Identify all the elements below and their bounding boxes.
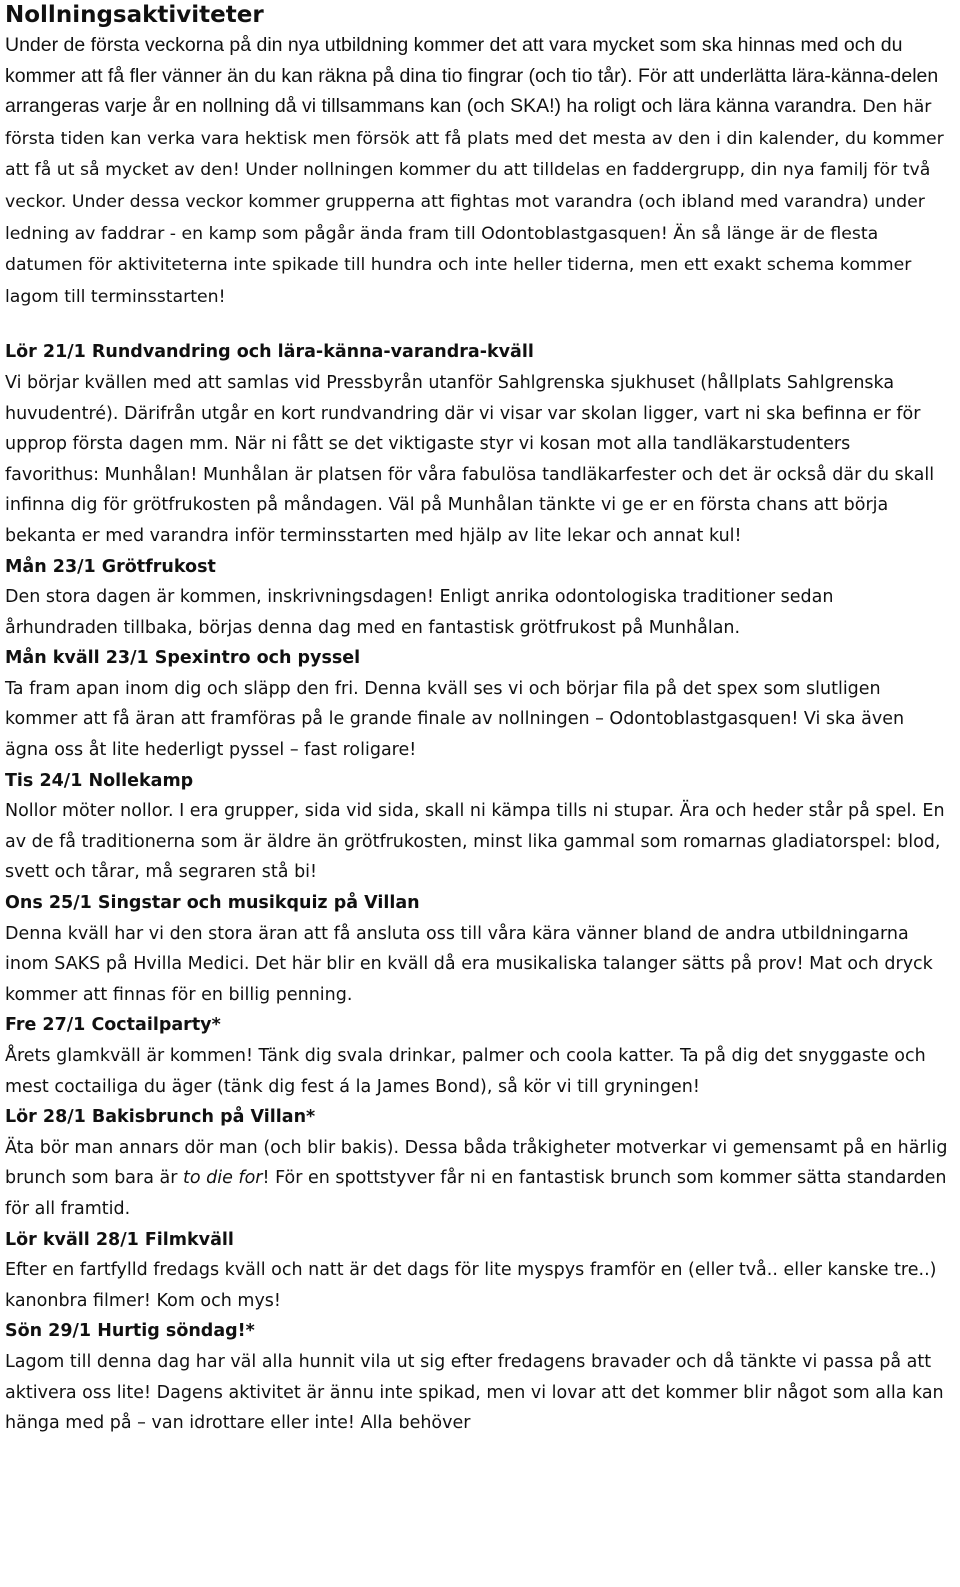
activity-description: Nollor möter nollor. I era grupper, sida vid sida, skall ni kämpa tills ni stupar. Ära och heder står på spel. En av de få traditionerna som är äldre än grötfrukosten, minst lika gammal som romarnas gladiatorspel: blod, svett och tårar, må segraren stå bi! xyxy=(5,801,945,883)
page-title: Nollningsaktiviteter xyxy=(5,2,264,28)
activity-heading: Mån 23/1 Grötfrukost xyxy=(5,556,216,577)
activity-description: Denna kväll har vi den stora äran att få ansluta oss till våra kära vänner bland de andra utbildningarna inom SAKS på Hvilla Medici. Det här blir en kväll då era musikaliska talanger sätts på prov! Mat och dryck kommer att finnas för en billig penning. xyxy=(5,923,933,1005)
intro-text-part1: Under de första veckorna på din nya utbildning kommer det att vara mycket som ska hinnas med och du kommer att få fler vänner än du kan räkna på dina tio fingrar (och tio tår). För att underlätta lära-känna-delen arrangeras varje år en nollning då vi tillsammans kan (och SKA!) ha roligt och lära känna varandra. xyxy=(5,34,939,118)
activity-text-after: ! För en spottstyver får ni en fantastisk brunch som kommer sätta standarden för all framtid. xyxy=(5,1168,947,1219)
activity-section xyxy=(5,1316,948,1438)
activity-heading: Tis 24/1 Nollekamp xyxy=(5,770,194,791)
activity-heading: Lör kväll 28/1 Filmkväll xyxy=(5,1229,234,1250)
activity-text-before: Äta bör man annars dör man (och blir bakis). Dessa båda tråkigheter motverkar vi gemensamt på en härlig brunch som bara är xyxy=(5,1137,948,1189)
activity-section xyxy=(5,1102,948,1224)
activity-description: Lagom till denna dag har väl alla hunnit vila ut sig efter fredagens bravader och då tänkte vi passa på att aktivera oss lite! Dagens aktivitet är ännu inte spikad, men vi lovar att det kommer blir något som alla kan hänga med på – van idrottare eller inte! Alla behöver xyxy=(5,1351,944,1434)
activity-section xyxy=(5,888,948,1010)
activity-heading: Ons 25/1 Singstar och musikquiz på Villan xyxy=(5,893,420,914)
activity-section xyxy=(5,337,948,551)
activity-section xyxy=(5,552,948,644)
activity-description: Den stora dagen är kommen, inskrivningsdagen! Enligt anrika odontologiska traditioner sedan århundraden tillbaka, börjas denna dag med en fantastisk grötfrukost på Munhålan. xyxy=(5,587,834,638)
activity-heading: Lör 28/1 Bakisbrunch på Villan* xyxy=(5,1107,316,1128)
activity-section xyxy=(5,766,948,888)
activity-heading: Sön 29/1 Hurtig söndag!* xyxy=(5,1321,255,1342)
activity-section xyxy=(5,1225,948,1317)
activity-description: Vi börjar kvällen med att samlas vid Pressbyrån utanför Sahlgrenska sjukhuset (hållplats Sahlgrenska huvudentré). Därifrån utgår en kort rundvandring där vi visar var skolan ligger, vart ni ska befinna er för upprop första dagen mm. När ni fått se det viktigaste styr vi kosan mot alla tandläkarstudenters favorithus: Munhålan! Munhålan är platsen för våra fabulösa tandläkarfester och det är också där du skall infinna dig för grötfrukosten på måndagen. Väl på Munhålan tänkte vi ge er en första chans att börja bekanta er med varandra inför terminsstarten med hjälp av lite lekar och annat kul! xyxy=(5,372,935,546)
activity-description: Ta fram apan inom dig och släpp den fri. Denna kväll ses vi och börjar fila på det spex som slutligen kommer att få äran att framföras på le grande finale av nollningen – Odontoblastgasquen! Vi ska även ägna oss åt lite hederligt pyssel – fast roligare! xyxy=(5,678,905,761)
activity-description: Efter en fartfylld fredags kväll och natt är det dags för lite myspys framför en (eller två.. eller kanske tre..) kanonbra filmer! Kom och mys! xyxy=(5,1260,937,1311)
activity-text-emphasis: to die for xyxy=(183,1168,263,1189)
activity-description: Årets glamkväll är kommen! Tänk dig svala drinkar, palmer och coola katter. Ta på dig det snyggaste och mest coctailiga du äger (tänk dig fest á la James Bond), så kör vi till gryningen! xyxy=(5,1046,926,1097)
activity-heading: Fre 27/1 Coctailparty* xyxy=(5,1015,221,1036)
activity-section xyxy=(5,643,948,765)
intro-text-part2: Den här första tiden kan verka vara hektisk men försök att få plats med det mesta av den i din kalender, du kommer att få ut så mycket av den! Under nollningen kommer du att tilldelas en faddergrupp, din nya familj för två veckor. Under dessa veckor kommer grupperna att fightas mot varandra (och ibland med varandra) under ledning av faddrar - en kamp som pågår ända fram till Odontoblastgasquen! Än så länge är de flesta datumen för aktiviteterna inte spikade till hundra och inte heller tiderna, men ett exakt schema kommer lagom till terminsstarten! xyxy=(5,97,944,307)
activity-section xyxy=(5,1010,948,1102)
activity-heading: Mån kväll 23/1 Spexintro och pyssel xyxy=(5,648,361,669)
intro-paragraph xyxy=(5,30,948,312)
activity-description xyxy=(5,1133,948,1225)
activity-heading: Lör 21/1 Rundvandring och lära-känna-varandra-kväll xyxy=(5,342,534,363)
